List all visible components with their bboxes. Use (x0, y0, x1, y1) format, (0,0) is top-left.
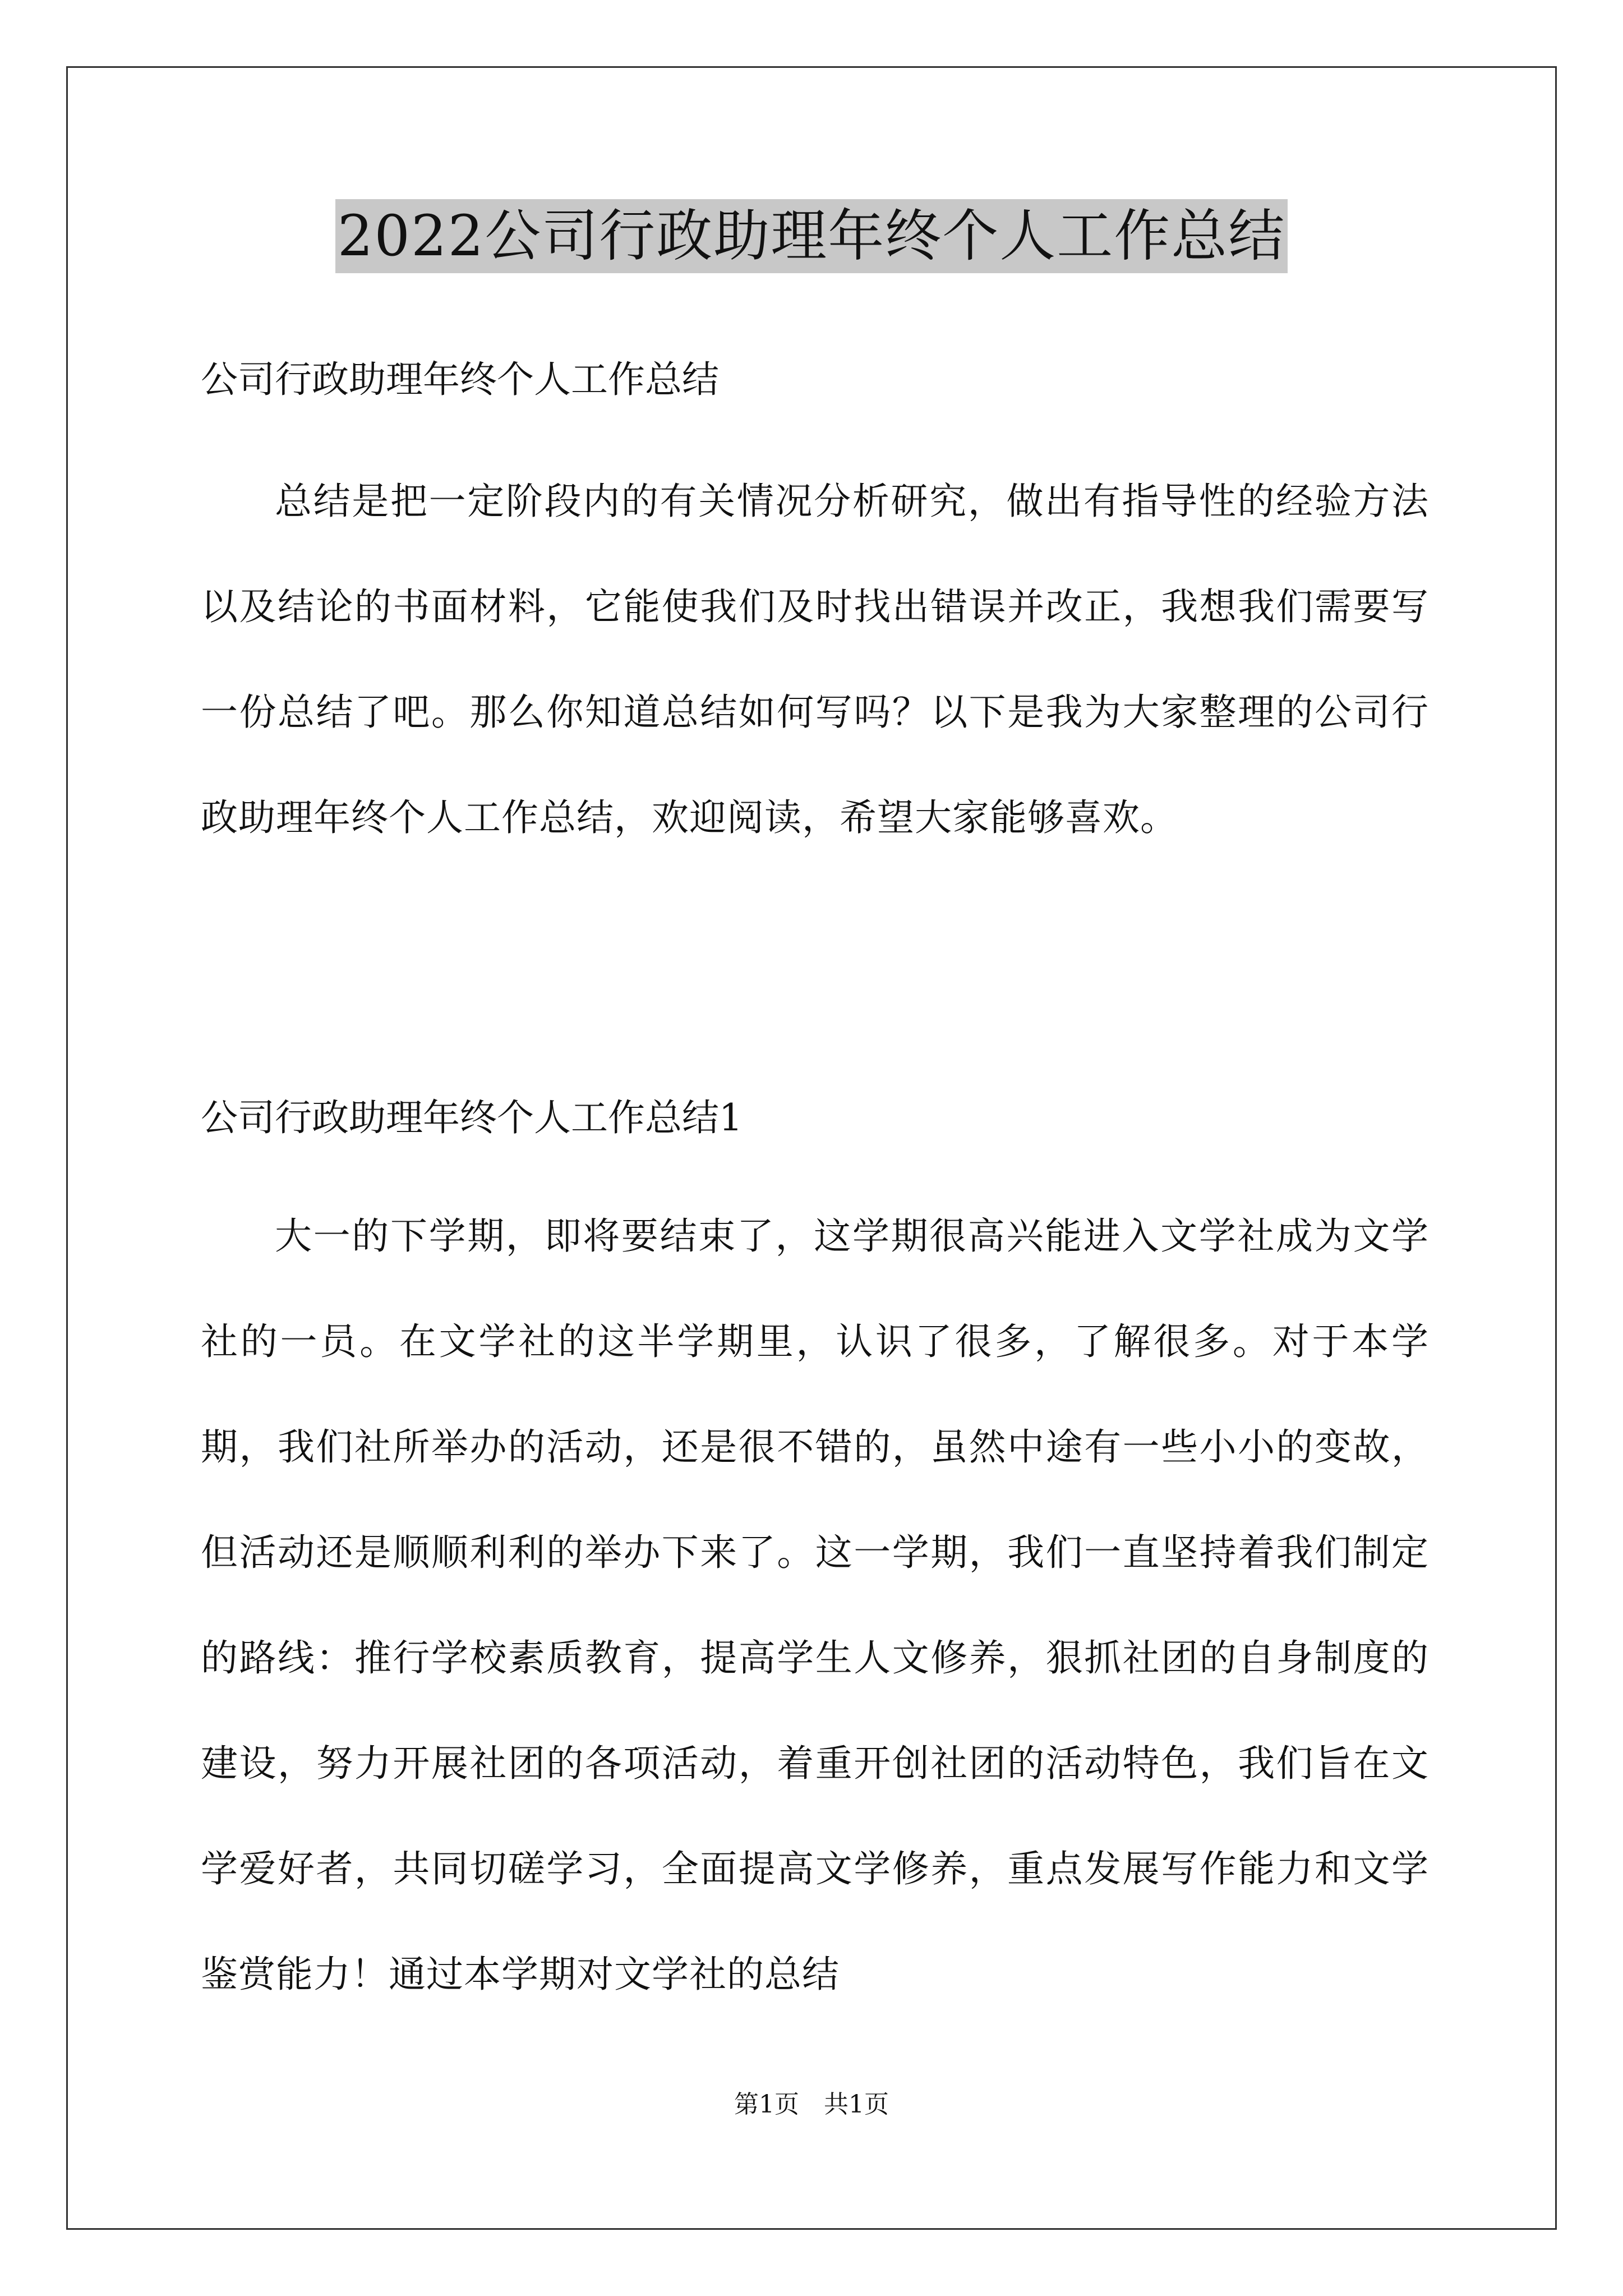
title-container (0, 199, 1623, 273)
section-heading: 公司行政助理年终个人工作总结1 (201, 1096, 743, 1139)
document-title: 2022公司行政助理年终个人工作总结 (335, 199, 1288, 273)
page-footer: 第1页 共1页 (734, 2090, 889, 2119)
intro-paragraph: 总结是把一定阶段内的有关情况分析研究，做出有指导性的经验方法以及结论的书面材料，它能使我们及时找出错误并改正，我想我们需要写一份总结了吧。那么你知道总结如何写吗？以下是我为大家整理的公司行政助理年终个人工作总结，欢迎阅读，希望大家能够喜欢。 (201, 480, 1429, 839)
section-body-paragraph: 大一的下学期，即将要结束了，这学期很高兴能进入文学社成为文学社的一员。在文学社的这半学期里，认识了很多，了解很多。对于本学期，我们社所举办的活动，还是很不错的，虽然中途有一些小小的变故，但活动还是顺顺利利的举办下来了。这一学期，我们一直坚持着我们制定的路线：推行学校素质教育，提高学生人文修养，狠抓社团的自身制度的建设，努力开展社团的各项活动，着重开创社团的活动特色，我们旨在文学爱好者，共同切磋学习，全面提高文学修养，重点发展写作能力和文学鉴赏能力！通过本学期对文学社的总结 (201, 1214, 1429, 1996)
document-subtitle: 公司行政助理年终个人工作总结 (201, 358, 719, 401)
